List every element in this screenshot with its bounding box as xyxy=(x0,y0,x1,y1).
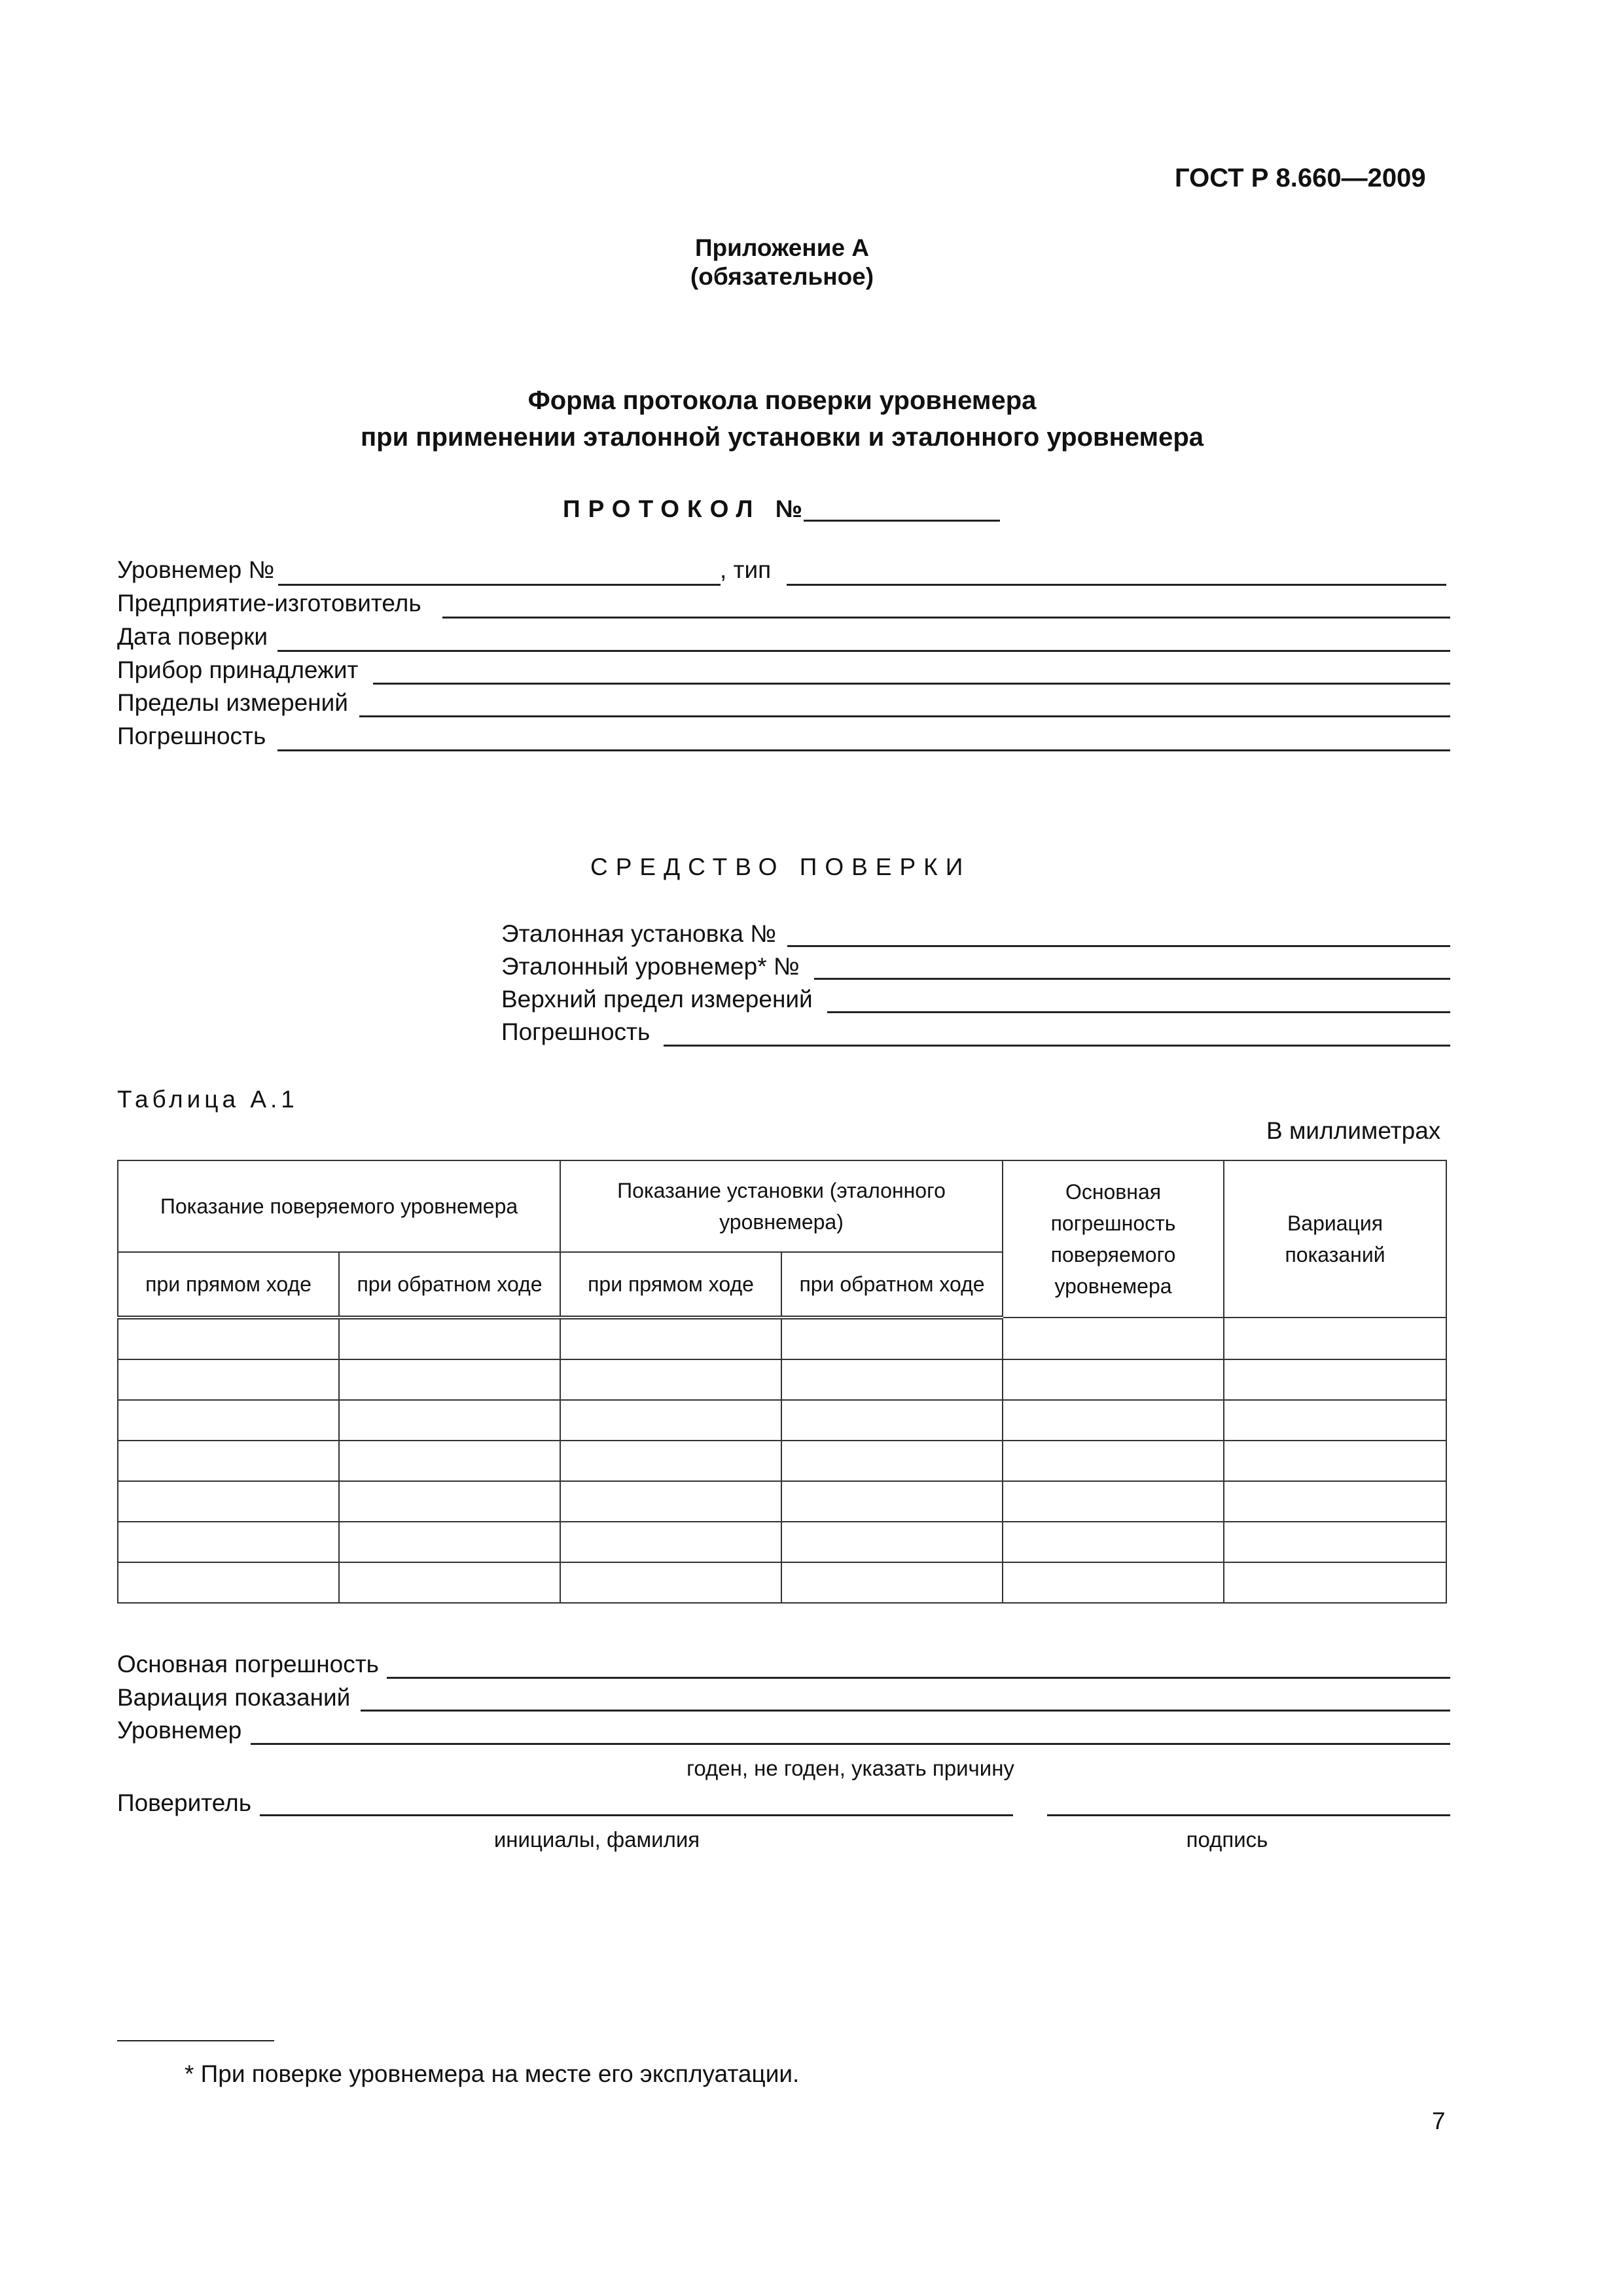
table-cell[interactable] xyxy=(781,1481,1003,1522)
form-title-line1: Форма протокола поверки уровнемера xyxy=(527,386,1037,415)
table-row xyxy=(118,1562,1446,1603)
table-cell[interactable] xyxy=(1224,1481,1446,1522)
table-cell[interactable] xyxy=(560,1481,781,1522)
verification-date-line[interactable] xyxy=(277,650,1450,652)
table-cell[interactable] xyxy=(1003,1441,1224,1481)
upper-limit-label: Верхний предел измерений xyxy=(501,986,813,1013)
reference-installation-label: Эталонная установка № xyxy=(501,920,776,947)
type-line[interactable] xyxy=(787,584,1446,586)
upper-limit-line[interactable] xyxy=(827,1011,1450,1013)
reference-gauge-line[interactable] xyxy=(814,978,1450,980)
reference-error-label: Погрешность xyxy=(501,1018,651,1045)
table-caption: Таблица А.1 xyxy=(117,1086,298,1113)
table-cell[interactable] xyxy=(560,1562,781,1603)
verifier-signature-line[interactable] xyxy=(1047,1814,1450,1816)
footnote-separator xyxy=(117,2040,274,2041)
table-cell[interactable] xyxy=(560,1441,781,1481)
table-cell[interactable] xyxy=(1224,1441,1446,1481)
table-cell[interactable] xyxy=(339,1441,560,1481)
table-cell[interactable] xyxy=(1224,1318,1446,1359)
verifier-name-line[interactable] xyxy=(260,1814,1013,1816)
protocol-label: ПРОТОКОЛ № xyxy=(563,495,810,522)
table-cell[interactable] xyxy=(118,1359,339,1400)
reference-gauge-label: Эталонный уровнемер* № xyxy=(501,953,800,980)
verifier-label: Поверитель xyxy=(117,1789,251,1816)
table-cell[interactable] xyxy=(118,1522,339,1562)
table-cell[interactable] xyxy=(339,1359,560,1400)
form-title-line2: при применении эталонной установки и эталонного уровнемера xyxy=(360,423,1204,452)
protocol-number-line[interactable] xyxy=(804,520,1000,522)
error-label: Погрешность xyxy=(117,723,266,749)
table-cell[interactable] xyxy=(118,1400,339,1441)
table-cell[interactable] xyxy=(781,1441,1003,1481)
table-cell[interactable] xyxy=(339,1400,560,1441)
type-label: , тип xyxy=(720,556,772,583)
table-row xyxy=(118,1400,1446,1441)
table-row xyxy=(118,1522,1446,1562)
table-cell[interactable] xyxy=(1003,1318,1224,1359)
table-cell[interactable] xyxy=(781,1522,1003,1562)
table-cell[interactable] xyxy=(781,1318,1003,1359)
table-cell[interactable] xyxy=(1224,1562,1446,1603)
measurement-limits-label: Пределы измерений xyxy=(117,689,348,716)
initials-hint: инициалы, фамилия xyxy=(493,1827,700,1852)
table-row xyxy=(118,1359,1446,1400)
header-forward-1: при прямом ходе xyxy=(118,1252,339,1318)
header-forward-2: при прямом ходе xyxy=(560,1252,781,1318)
variation-label: Вариация показаний xyxy=(117,1684,351,1711)
table-cell[interactable] xyxy=(1003,1562,1224,1603)
signature-hint: подпись xyxy=(1186,1827,1268,1852)
table-cell[interactable] xyxy=(1003,1522,1224,1562)
standard-designation: ГОСТ Р 8.660—2009 xyxy=(1175,164,1426,192)
table-cell[interactable] xyxy=(1224,1522,1446,1562)
level-gauge-line[interactable] xyxy=(251,1743,1450,1745)
basic-error-label: Основная погрешность xyxy=(117,1651,379,1677)
table-row xyxy=(118,1441,1446,1481)
owner-label: Прибор принадлежит xyxy=(117,656,359,683)
owner-line[interactable] xyxy=(373,683,1450,685)
reference-error-line[interactable] xyxy=(664,1045,1450,1047)
page-number: 7 xyxy=(1432,2108,1446,2134)
header-reverse-2: при обратном ходе xyxy=(781,1252,1003,1318)
table-cell[interactable] xyxy=(118,1318,339,1359)
table-cell[interactable] xyxy=(560,1400,781,1441)
table-cell[interactable] xyxy=(781,1400,1003,1441)
manufacturer-label: Предприятие-изготовитель xyxy=(117,590,421,617)
reference-installation-line[interactable] xyxy=(787,945,1450,947)
measurement-limits-line[interactable] xyxy=(359,715,1450,717)
level-gauge-label: Уровнемер xyxy=(117,1717,242,1744)
table-cell[interactable] xyxy=(560,1318,781,1359)
table-row xyxy=(118,1318,1446,1359)
table-cell[interactable] xyxy=(1003,1400,1224,1441)
appendix-title: Приложение А xyxy=(694,234,870,261)
table-row xyxy=(118,1481,1446,1522)
header-basic-error: Основная погрешность поверяемого уровнемера xyxy=(1003,1160,1224,1318)
table-cell[interactable] xyxy=(1224,1400,1446,1441)
footnote-text: * При поверке уровнемера на месте его эксплуатации. xyxy=(185,2060,800,2087)
level-gauge-hint: годен, не годен, указать причину xyxy=(687,1756,1014,1780)
table-cell[interactable] xyxy=(118,1562,339,1603)
manufacturer-line[interactable] xyxy=(442,617,1450,619)
level-gauge-no-line[interactable] xyxy=(278,584,721,586)
verification-date-label: Дата поверки xyxy=(117,623,268,650)
table-cell[interactable] xyxy=(339,1522,560,1562)
table-units: В миллиметрах xyxy=(1266,1117,1441,1144)
basic-error-line[interactable] xyxy=(387,1677,1450,1679)
error-line[interactable] xyxy=(277,749,1450,751)
verification-means-heading: СРЕДСТВО ПОВЕРКИ xyxy=(590,853,971,880)
appendix-status: (обязательное) xyxy=(690,263,874,290)
table-cell[interactable] xyxy=(781,1359,1003,1400)
table-cell[interactable] xyxy=(339,1562,560,1603)
table-cell[interactable] xyxy=(1003,1359,1224,1400)
table-cell[interactable] xyxy=(1224,1359,1446,1400)
header-installation-reading: Показание установки (эталонного уровнемера) xyxy=(560,1160,1003,1252)
level-gauge-no-label: Уровнемер № xyxy=(117,556,275,583)
table-cell[interactable] xyxy=(118,1481,339,1522)
header-variation: Вариация показаний xyxy=(1224,1160,1446,1318)
table-cell[interactable] xyxy=(560,1522,781,1562)
table-cell[interactable] xyxy=(1003,1481,1224,1522)
data-table xyxy=(117,1160,1447,1604)
table-cell[interactable] xyxy=(118,1441,339,1481)
table-cell[interactable] xyxy=(339,1481,560,1522)
header-reverse-1: при обратном ходе xyxy=(339,1252,560,1318)
table-cell[interactable] xyxy=(339,1318,560,1359)
header-tested-gauge-reading: Показание поверяемого уровнемера xyxy=(118,1160,560,1252)
table-cell[interactable] xyxy=(781,1562,1003,1603)
table-cell[interactable] xyxy=(560,1359,781,1400)
variation-line[interactable] xyxy=(361,1710,1450,1712)
table-body xyxy=(118,1318,1446,1603)
